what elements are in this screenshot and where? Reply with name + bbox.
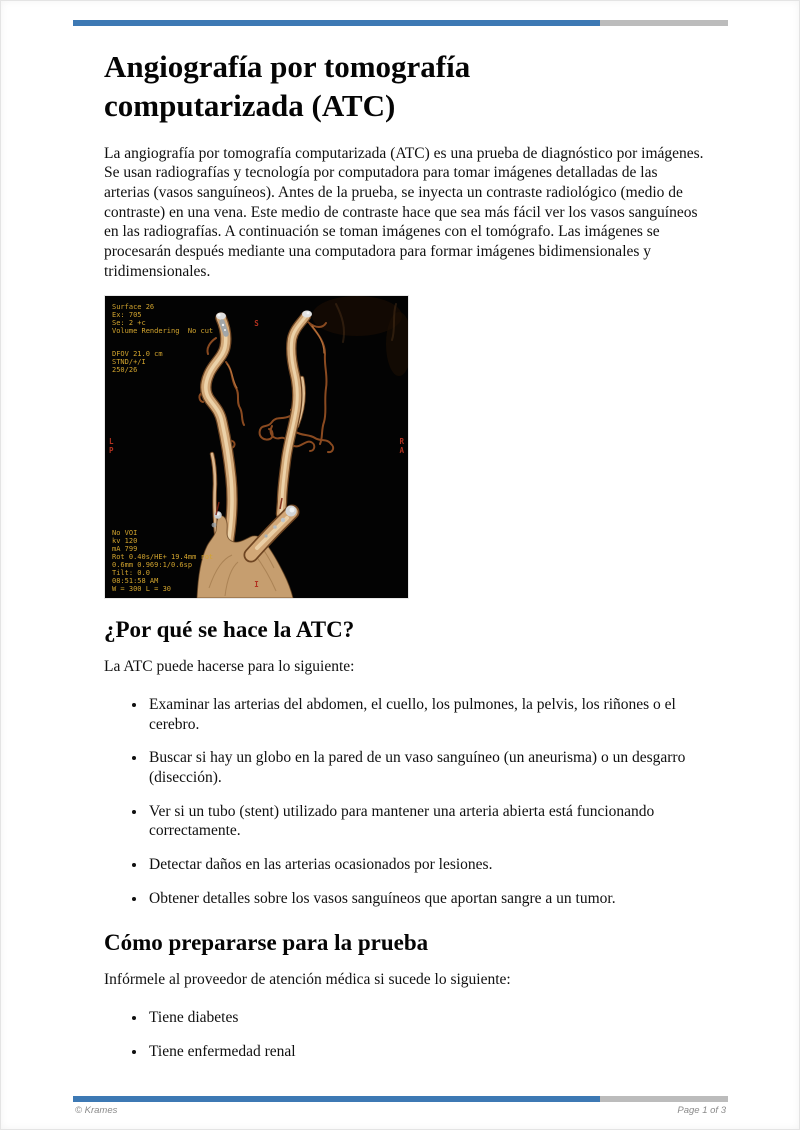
ct-angiogram-figure [104,295,409,599]
footer-text-row [73,1105,728,1116]
section-heading-prepare: Cómo prepararse para la prueba [104,930,429,956]
scan-overlay-line: mA 799 [112,545,138,554]
bullet-item: • Examinar las arterias del abdomen, el cuello, los pulmones, la pelvis, los riñones o el cerebro. [147,695,704,734]
orientation-marker-right [399,437,404,455]
page-footer [73,1096,728,1116]
orientation-marker-inferior: I [254,580,259,590]
page-content [104,47,704,1083]
footer-page-number: Page 1 of 3 [677,1105,726,1116]
footer-rule-bar [73,1096,728,1102]
scan-overlay-line: Se: 2 +c [112,319,146,328]
prepare-bullet-list [104,1008,704,1061]
scan-overlay-line: Ex: 705 [112,311,142,320]
scan-overlay-line: Tilt: 0.0 [112,569,150,578]
why-bullet-list [104,695,704,908]
scan-overlay-line: 0.6mm 0.969:1/0.6sp [112,561,193,570]
footer-rule-accent [73,1096,600,1102]
page-title: Angiografía por tomografía computarizada (ATC) [104,49,471,124]
scan-overlay-line: Surface 26 [112,303,155,312]
scan-overlay-line: Rot 0.40s/HE+ 19.4mm rot [112,553,214,562]
scan-overlay-line: Volume Rendering No cut [112,327,214,336]
orientation-marker-left [109,437,114,455]
section-lead-why: La ATC puede hacerse para lo siguiente: [104,658,355,676]
orientation-marker-superior: S [254,319,259,329]
header-rule-bar [73,20,728,26]
section-lead-prepare: Infórmele al proveedor de atención médica si sucede lo siguiente: [104,971,511,989]
header-rule-accent [73,20,600,26]
scan-overlay-line: STND/+/I [112,358,146,367]
bullet-item: • Tiene enfermedad renal [147,1042,704,1062]
bullet-item: • Buscar si hay un globo en la pared de un vaso sanguíneo (un aneurisma) o un desgarro (disección). [147,748,704,787]
footer-copyright: © Krames [75,1105,118,1116]
bullet-item: • Obtener detalles sobre los vasos sanguíneos que aportan sangre a un tumor. [147,889,704,909]
intro-paragraph: La angiografía por tomografía computarizada (ATC) es una prueba de diagnóstico por imágenes. Se usan radiografías y tecnología por computadora para tomar imágenes detalladas de las arterias (vasos sanguíneos). Antes de la prueba, se inyecta un contraste radiológico (medio de contraste) en una vena. Este medio de contraste hace que sea más fácil ver los vasos sanguíneos en las radiografías. A continuación se toman imágenes con el tomógrafo. Las imágenes se procesarán después mediante una computadora para formar imágenes bidimensionales y tridimensionales. [104,144,704,280]
orientation-letter: P [109,446,114,456]
scan-overlay-line: 250/26 [112,366,138,375]
orientation-letter: R [399,437,404,447]
bullet-item: • Detectar daños en las arterias ocasionados por lesiones. [147,855,704,875]
scan-overlay-line: No VOI [112,529,138,538]
scan-overlay-line: DFOV 21.0 cm [112,350,163,359]
scan-overlay-line: kv 120 [112,537,138,546]
section-heading-why: ¿Por qué se hace la ATC? [104,617,355,643]
scan-overlay-line: W = 300 L = 30 [112,585,172,594]
scan-overlay-fov-info [112,350,163,374]
bullet-item: • Ver si un tubo (stent) utilizado para mantener una arteria abierta está funcionando correctamente. [147,802,704,841]
scan-overlay-line: 08:51:58 AM [112,577,159,586]
orientation-letter: A [399,446,404,456]
bullet-item: • Tiene diabetes [147,1008,704,1028]
orientation-letter: L [109,437,114,447]
